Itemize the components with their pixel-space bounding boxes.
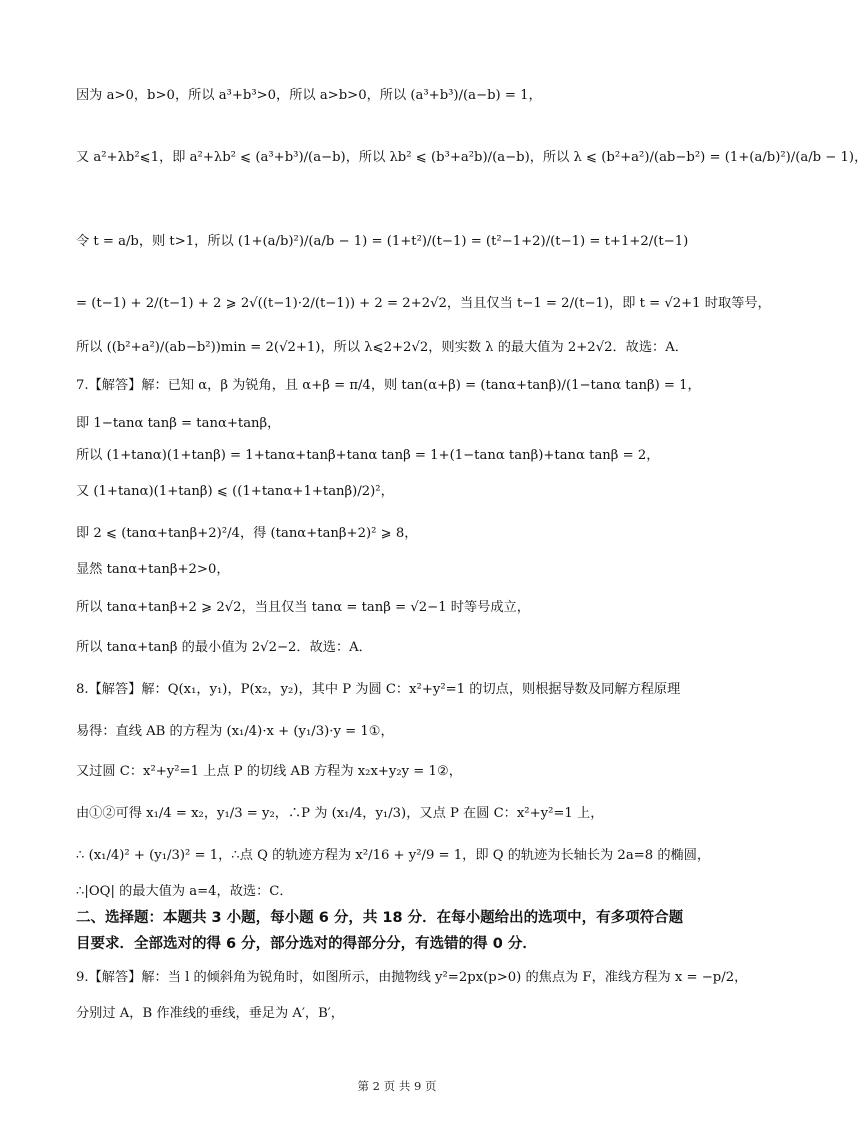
text-line: 所以 tanα+tanβ+2 ⩾ 2√2，当且仅当 tanα = tanβ = √2−1 时等号成立， bbox=[76, 600, 530, 615]
text-line: 显然 tanα+tanβ+2>0， bbox=[76, 562, 230, 577]
text-line: 所以 tanα+tanβ 的最小值为 2√2−2．故选：A． bbox=[76, 640, 372, 655]
text-line: 即 2 ⩽ (tanα+tanβ+2)²/4，得 (tanα+tanβ+2)² ⩾ 8， bbox=[76, 526, 418, 541]
text-line: 易得：直线 AB 的方程为 (x₁/4)·x + (y₁/3)·y = 1①， bbox=[76, 724, 394, 739]
text-line: 令 t = a/b，则 t>1，所以 (1+(a/b)²)/(a/b − 1) = (1+t²)/(t−1) = (t²−1+2)/(t−1) = t+1+2/(t−1) bbox=[76, 234, 689, 249]
text-line: 9.【解答】解：当 l 的倾斜角为锐角时，如图所示，由抛物线 y²=2px(p>0) 的焦点为 F，准线方程为 x = −p/2， bbox=[76, 970, 748, 985]
text-line: = (t−1) + 2/(t−1) + 2 ⩾ 2√((t−1)·2/(t−1)) + 2 = 2+2√2，当且仅当 t−1 = 2/(t−1)，即 t = √2+1 时取等号， bbox=[76, 296, 771, 311]
text-line: 8.【解答】解：Q(x₁，y₁)，P(x₂，y₂)，其中 P 为圆 C：x²+y²=1 的切点，则根据导数及同解方程原理 bbox=[76, 682, 681, 697]
section-heading: 二、选择题：本题共 3 小题，每小题 6 分，共 18 分．在每小题给出的选项中，有多项符合题 bbox=[76, 910, 684, 926]
text-line: 因为 a>0，b>0，所以 a³+b³>0，所以 a>b>0，所以 (a³+b³)/(a−b) = 1， bbox=[76, 88, 542, 103]
page-footer: 第 2 页 共 9 页 bbox=[357, 1079, 437, 1093]
text-line: 即 1−tanα tanβ = tanα+tanβ， bbox=[76, 416, 281, 431]
text-line: 又 (1+tanα)(1+tanβ) ⩽ ((1+tanα+1+tanβ)/2)²， bbox=[76, 484, 394, 499]
text-line: 由①②可得 x₁/4 = x₂，y₁/3 = y₂，∴P 为 (x₁/4，y₁/3)，又点 P 在圆 C：x²+y²=1 上， bbox=[76, 806, 604, 821]
text-line: ∴ (x₁/4)² + (y₁/3)² = 1，∴点 Q 的轨迹方程为 x²/16 + y²/9 = 1，即 Q 的轨迹为长轴长为 2a=8 的椭圆， bbox=[76, 848, 711, 863]
text-line: 分别过 A，B 作准线的垂线，垂足为 A′，B′， bbox=[76, 1006, 344, 1021]
text-line: 又 a²+λb²⩽1，即 a²+λb² ⩽ (a³+b³)/(a−b)，所以 λb² ⩽ (b³+a²b)/(a−b)，所以 λ ⩽ (b²+a²)/(ab−b²) = (1+(a/b)²)/(a/b − 1)， bbox=[76, 150, 867, 165]
text-line: ∴|OQ| 的最大值为 a=4，故选：C． bbox=[76, 884, 293, 899]
text-line: 所以 (1+tanα)(1+tanβ) = 1+tanα+tanβ+tanα tanβ = 1+(1−tanα tanβ)+tanα tanβ = 2， bbox=[76, 448, 660, 463]
text-line: 7.【解答】解：已知 α，β 为锐角，且 α+β = π/4，则 tan(α+β) = (tanα+tanβ)/(1−tanα tanβ) = 1， bbox=[76, 378, 701, 393]
text-line: 又过圆 C：x²+y²=1 上点 P 的切线 AB 方程为 x₂x+y₂y = 1②， bbox=[76, 764, 462, 779]
text-line: 所以 ((b²+a²)/(ab−b²))min = 2(√2+1)，所以 λ⩽2+2√2，则实数 λ 的最大值为 2+2√2．故选：A． bbox=[76, 340, 688, 355]
section-heading: 目要求．全部选对的得 6 分，部分选对的得部分分，有选错的得 0 分． bbox=[76, 936, 537, 952]
